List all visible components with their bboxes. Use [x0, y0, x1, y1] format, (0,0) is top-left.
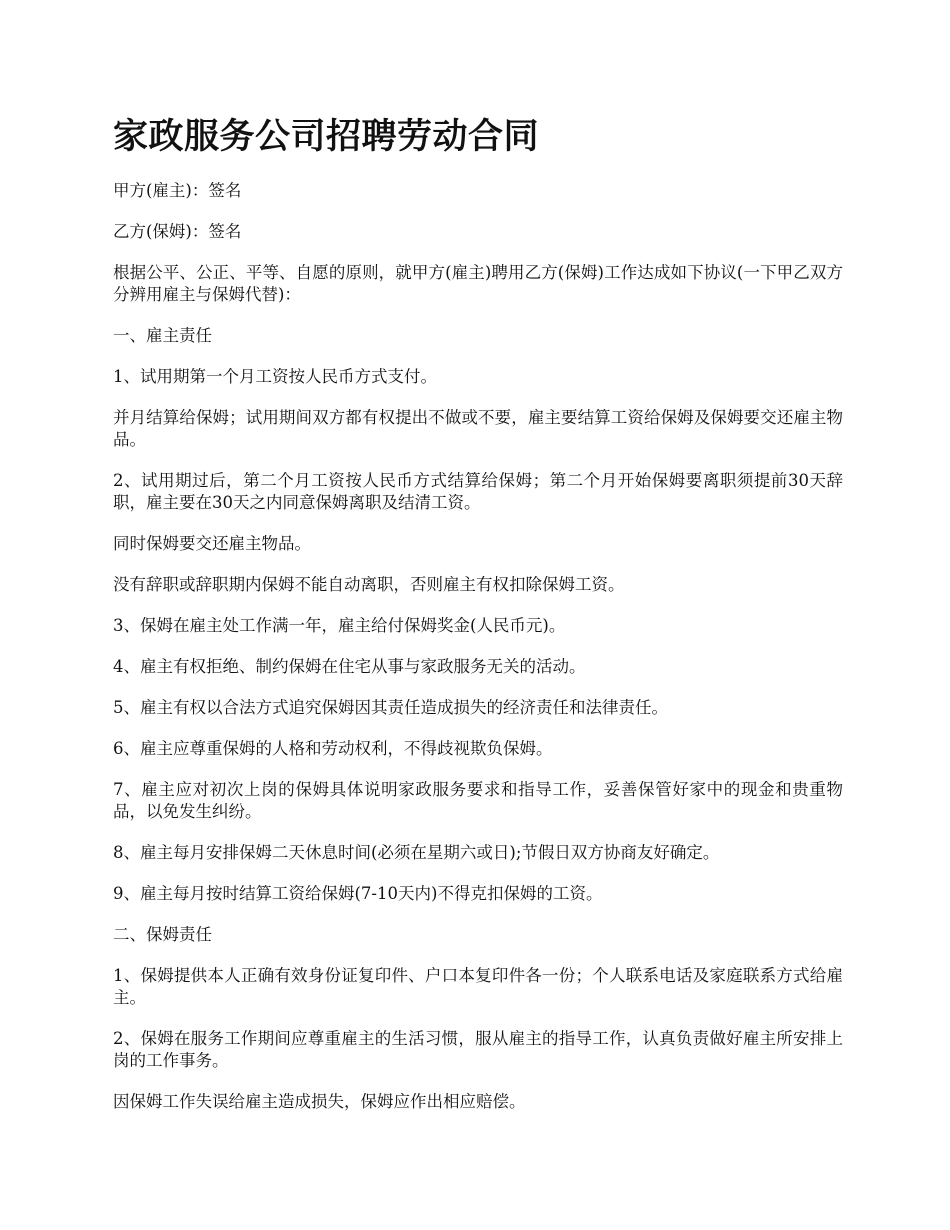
- clause-paragraph: 7、雇主应对初次上岗的保姆具体说明家政服务要求和指导工作，妥善保管好家中的现金和贵重物品，以免发生纠纷。: [113, 780, 843, 821]
- clause-paragraph: 4、雇主有权拒绝、制约保姆在住宅从事与家政服务无关的活动。: [113, 657, 586, 676]
- section-heading-nanny: 二、保姆责任: [113, 925, 212, 944]
- clause-paragraph: 3、保姆在雇主处工作满一年，雇主给付保姆奖金(人民币元)。: [113, 616, 566, 635]
- clause-paragraph: 因保姆工作失误给雇主造成损失，保姆应作出相应赔偿。: [113, 1092, 526, 1111]
- clause-paragraph: 并月结算给保姆；试用期间双方都有权提出不做或不要，雇主要结算工资给保姆及保姆要交还雇主物品。: [113, 408, 843, 449]
- clause-paragraph: 2、试用期过后，第二个月工资按人民币方式结算给保姆；第二个月开始保姆要离职须提前30天辞职，雇主要在30天之内同意保姆离职及结清工资。: [113, 471, 843, 512]
- document-page: [113, 108, 843, 1132]
- clause-paragraph: 没有辞职或辞职期内保姆不能自动离职，否则雇主有权扣除保姆工资。: [113, 575, 625, 594]
- clause-paragraph: 同时保姆要交还雇主物品。: [113, 534, 311, 553]
- clause-paragraph: 1、保姆提供本人正确有效身份证复印件、户口本复印件各一份；个人联系电话及家庭联系方式给雇主。: [113, 966, 843, 1007]
- clause-paragraph: 5、雇主有权以合法方式追究保姆因其责任造成损失的经济责任和法律责任。: [113, 698, 668, 717]
- preamble-paragraph: 根据公平、公正、平等、自愿的原则，就甲方(雇主)聘用乙方(保姆)工作达成如下协议(一下甲乙双方分辨用雇主与保姆代替)：: [113, 263, 843, 304]
- party-a-line: 甲方(雇主)：签名: [113, 181, 242, 200]
- section-heading-employer: 一、雇主责任: [113, 326, 212, 345]
- party-b-line: 乙方(保姆)：签名: [113, 222, 242, 241]
- clause-paragraph: 1、试用期第一个月工资按人民币方式支付。: [113, 367, 437, 386]
- clause-paragraph: 8、雇主每月安排保姆二天休息时间(必须在星期六或日);节假日双方协商友好确定。: [113, 843, 720, 862]
- clause-paragraph: 6、雇主应尊重保姆的人格和劳动权利，不得歧视欺负保姆。: [113, 739, 553, 758]
- clause-paragraph: 2、保姆在服务工作期间应尊重雇主的生活习惯，服从雇主的指导工作，认真负责做好雇主所安排上岗的工作事务。: [113, 1029, 843, 1070]
- document-title: 家政服务公司招聘劳动合同: [113, 116, 540, 157]
- clause-paragraph: 9、雇主每月按时结算工资给保姆(7-10天内)不得克扣保姆的工资。: [113, 884, 603, 903]
